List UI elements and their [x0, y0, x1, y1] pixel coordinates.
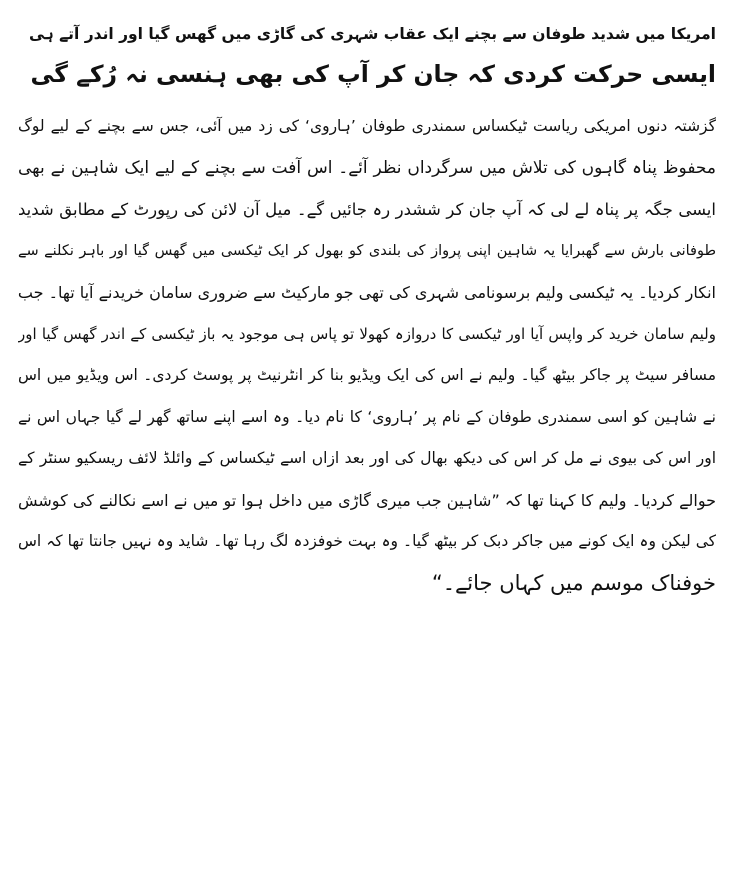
article-line: انکار کردیا۔ یہ ٹیکسی ولیم برسونامی شہری کی تھی جو مارکیٹ سے ضروری سامان خریدنے آیا تھا۔ جب: [18, 283, 716, 302]
headline-line: امریکا میں شدید طوفان سے بچنے ایک عقاب شہری کی گاڑی میں گھس گیا اور اندر آتے ہی: [28, 25, 716, 43]
article-line: خوفناک موسم میں کہاں جائے۔“: [431, 570, 716, 595]
headline-line: ایسی حرکت کردی کہ جان کر آپ کی بھی ہنسی نہ رُکے گی: [30, 60, 716, 88]
article-line: کی لیکن وہ ایک کونے میں جاکر دبک کر بیٹھ گیا۔ وہ بہت خوفزدہ لگ رہا تھا۔ شاید وہ نہیں جانتا تھا کہ اس: [18, 532, 716, 550]
article-line: گزشتہ دنوں امریکی ریاست ٹیکساس سمندری طوفان ’ہاروی‘ کی زد میں آئی، جس سے بچنے کے لیے لوگ: [18, 117, 716, 135]
article-line: ایسی جگہ پر پناہ لے لی کہ آپ جان کر ششدر رہ جائیں گے۔ میل آن لائن کی رپورٹ کے مطابق شدید: [18, 200, 716, 219]
headline: [18, 14, 716, 94]
article-line: مسافر سیٹ پر جاکر بیٹھ گیا۔ ولیم نے اس کی ایک ویڈیو بنا کر انٹرنیٹ پر پوسٹ کردی۔ اس ویڈیو میں اس: [18, 366, 716, 384]
article-line: نے شاہین کو اسی سمندری طوفان کے نام پر ’ہاروی‘ کا نام دیا۔ وہ اسے اپنے ساتھ گھر لے گیا جہاں اس نے: [18, 407, 716, 426]
article-line: حوالے کردیا۔ ولیم کا کہنا تھا کہ ”شاہین جب میری گاڑی میں داخل ہوا تو میں نے اسے نکالنے کی کوشش: [18, 490, 716, 510]
article-line: ولیم سامان خرید کر واپس آیا اور ٹیکسی کا دروازہ کھولا تو پاس ہی موجود یہ باز ٹیکسی کے اندر گھس گیا اور: [18, 324, 716, 343]
article-line: محفوظ پناہ گاہوں کی تلاش میں سرگرداں نظر آئے۔ اس آفت سے بچنے کے لیے ایک شاہین نے بھی: [18, 157, 716, 178]
article-body: [18, 106, 716, 604]
article-line: اور اس کی بیوی نے مل کر اس کی دیکھ بھال کی اور بعد ازاں اسے ٹیکساس کے وائلڈ لائف ریسکیو سنٹر کے: [18, 449, 716, 467]
article-line: طوفانی بارش سے گھبرایا یہ شاہین اپنی پرواز کی بلندی کو بھول کر ایک ٹیکسی میں گھس گیا اور باہر نکلنے سے: [18, 242, 716, 259]
